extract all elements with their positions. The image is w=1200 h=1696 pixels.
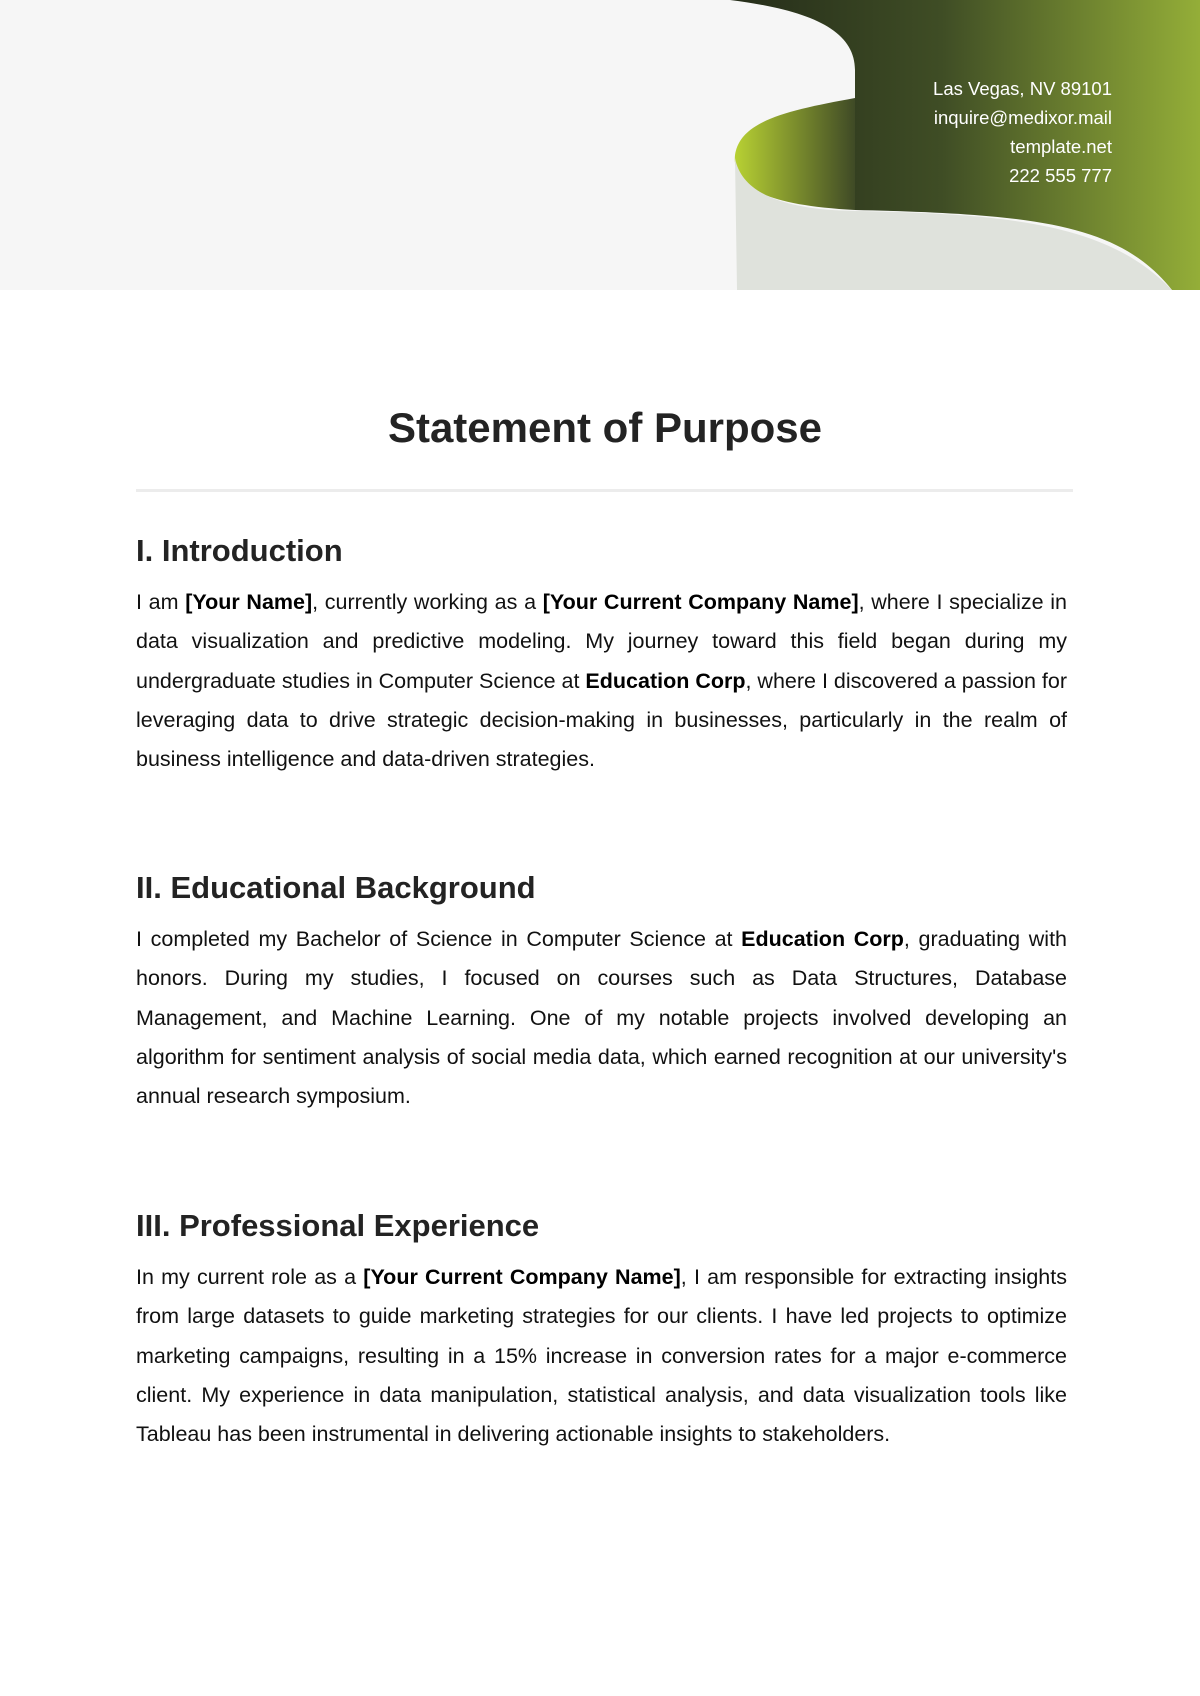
body-text: , where I discovered a passion for leveraging data to drive strategic decision-making in businesses, particularly in the realm of business intelligence and data-driven strategies. bbox=[136, 668, 1067, 772]
body-text: I am bbox=[136, 590, 186, 614]
page-title: Statement of Purpose bbox=[387, 404, 823, 451]
section-body bbox=[136, 1258, 1067, 1454]
contact-block bbox=[933, 74, 1112, 190]
contact-email: inquire@medixor.mail bbox=[933, 107, 1112, 128]
contact-website: template.net bbox=[1010, 136, 1112, 157]
body-text: , currently working as a bbox=[312, 590, 543, 614]
body-text: , where I specialize in data visualization and predictive modeling. My journey toward this field began during my undergraduate studies in Computer Science at bbox=[136, 590, 1067, 693]
placeholder-name: [Your Name] bbox=[185, 590, 313, 614]
institution-name: Education Corp bbox=[585, 668, 746, 693]
section-introduction bbox=[136, 531, 1067, 779]
placeholder-company: [Your Current Company Name] bbox=[542, 590, 859, 614]
section-body bbox=[136, 583, 1067, 779]
body-text: In my current role as a bbox=[136, 1265, 364, 1289]
placeholder-company: [Your Current Company Name] bbox=[363, 1265, 681, 1289]
body-text: , graduating with honors. During my studies, I focused on courses such as Data Structures, Database Management, and Machine Learning. One of my notable projects involved developing an algorithm for sentiment analysis of social media data, which earned recognition at our university's annual research symposium. bbox=[136, 927, 1068, 1109]
section-heading: I. Introduction bbox=[136, 533, 343, 568]
title-divider bbox=[136, 489, 1073, 492]
contact-phone: 222 555 777 bbox=[1009, 165, 1112, 186]
institution-name: Education Corp bbox=[741, 927, 904, 951]
section-professional-experience bbox=[136, 1206, 1067, 1454]
section-body bbox=[136, 920, 1067, 1116]
section-heading: II. Educational Background bbox=[136, 870, 536, 905]
contact-address: Las Vegas, NV 89101 bbox=[933, 78, 1112, 99]
body-text: I completed my Bachelor of Science in Computer Science at bbox=[136, 927, 742, 951]
body-text: , I am responsible for extracting insights from large datasets to guide marketing strategies for our clients. I have led projects to optimize marketing campaigns, resulting in a 15% increase in conversion rates for a major e-commerce client. My experience in data manipulation, statistical analysis, and data visualization tools like Tableau has been instrumental in delivering actionable insights to stakeholders. bbox=[136, 1265, 1067, 1447]
section-educational-background bbox=[136, 868, 1067, 1116]
section-heading: III. Professional Experience bbox=[136, 1208, 540, 1243]
